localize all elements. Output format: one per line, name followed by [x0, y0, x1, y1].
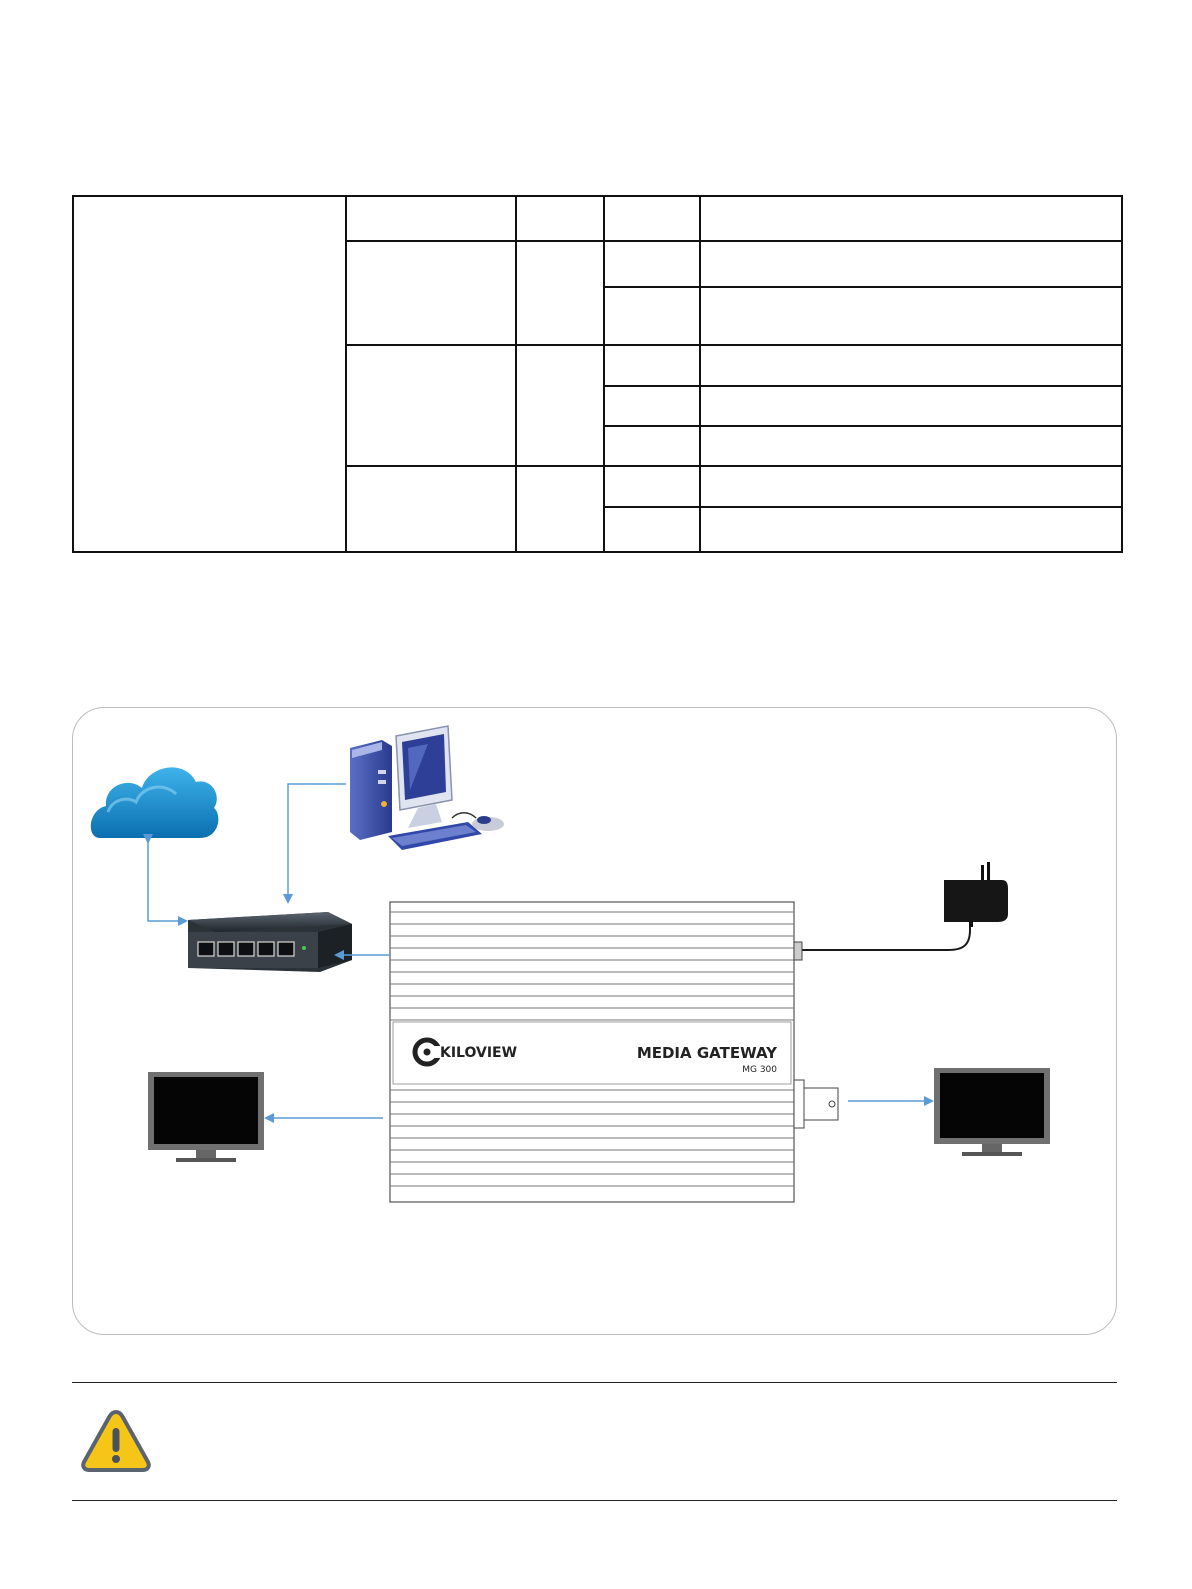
computer-icon	[350, 726, 504, 850]
power-adapter-icon	[798, 862, 1008, 950]
media-gateway-device	[390, 902, 838, 1202]
warning-icon	[80, 1408, 152, 1474]
network-switch-icon	[188, 912, 352, 972]
product-name: MEDIA GATEWAY	[636, 1044, 777, 1062]
notice-bottom-divider	[72, 1500, 1117, 1501]
model-number: MG 300	[742, 1065, 777, 1075]
notice-top-divider	[72, 1382, 1117, 1383]
monitor-icon	[934, 1068, 1050, 1156]
brand-logo-text: KILOVIEW	[440, 1045, 518, 1061]
cloud-icon	[91, 767, 219, 838]
monitor-icon	[148, 1072, 264, 1162]
